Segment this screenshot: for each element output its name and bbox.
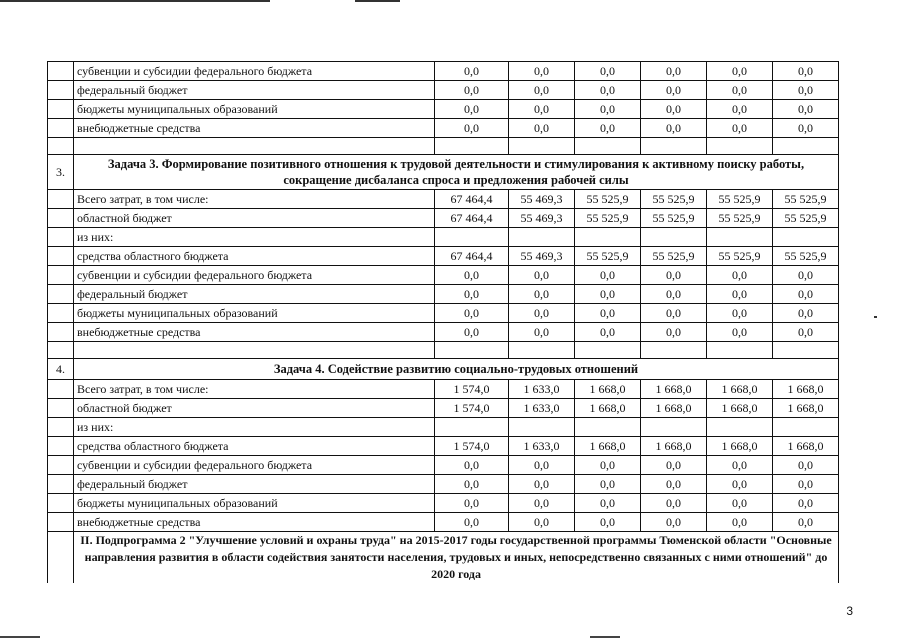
value-cell: 1 633,0 [509,437,575,456]
value-cell: 0,0 [773,119,839,138]
value-cell: 0,0 [641,323,707,342]
value-cell: 1 574,0 [435,399,509,418]
value-cell [435,418,509,437]
index-cell [48,513,74,532]
task-title: Задача 4. Содействие развитию социально-трудовых отношений [74,359,839,380]
value-cell: 0,0 [509,119,575,138]
empty-cell [641,138,707,155]
value-cell: 0,0 [773,456,839,475]
value-cell: 55 525,9 [707,209,773,228]
value-cell: 0,0 [641,119,707,138]
row-label: федеральный бюджет [74,285,435,304]
row-label: субвенции и субсидии федерального бюджета [74,62,435,81]
value-cell: 0,0 [575,304,641,323]
table-row [48,81,839,100]
value-cell: 1 574,0 [435,380,509,399]
scan-speck [874,316,877,318]
row-label: внебюджетные средства [74,119,435,138]
value-cell [509,228,575,247]
index-cell [48,456,74,475]
empty-cell [641,342,707,359]
index-cell [48,209,74,228]
value-cell: 0,0 [575,100,641,119]
value-cell [641,418,707,437]
task-header-row [48,359,839,380]
value-cell: 67 464,4 [435,247,509,266]
task-index: 3. [48,155,74,190]
index-cell [48,62,74,81]
table-row [48,399,839,418]
value-cell [641,228,707,247]
table-row [48,304,839,323]
value-cell: 0,0 [773,285,839,304]
row-label: внебюджетные средства [74,323,435,342]
value-cell: 0,0 [707,323,773,342]
value-cell: 0,0 [641,304,707,323]
value-cell: 0,0 [773,100,839,119]
value-cell: 55 525,9 [773,247,839,266]
row-label: федеральный бюджет [74,81,435,100]
value-cell [707,228,773,247]
value-cell [773,418,839,437]
page-number: 3 [846,604,853,618]
empty-cell [575,138,641,155]
value-cell: 0,0 [575,475,641,494]
value-cell: 0,0 [575,456,641,475]
value-cell: 1 633,0 [509,380,575,399]
row-label: из них: [74,418,435,437]
value-cell: 0,0 [435,62,509,81]
value-cell: 55 525,9 [773,190,839,209]
value-cell: 1 668,0 [641,399,707,418]
table-row [48,119,839,138]
subprogram-row [48,532,839,584]
empty-cell [773,138,839,155]
value-cell: 0,0 [509,100,575,119]
value-cell: 55 525,9 [575,247,641,266]
subprogram-title: II. Подпрограмма 2 "Улучшение условий и охраны труда" на 2015-2017 годы государственной программы Тюменской области "Основные направления развития в области содействия занятости населения, трудовых и иных, непосредственно связанных с ними отношений" до 2020 года [74,532,839,584]
value-cell: 0,0 [641,62,707,81]
value-cell: 0,0 [773,81,839,100]
value-cell: 0,0 [773,513,839,532]
table-row [48,323,839,342]
value-cell: 0,0 [575,513,641,532]
index-cell [48,285,74,304]
row-label: из них: [74,228,435,247]
value-cell: 0,0 [509,513,575,532]
value-cell: 1 668,0 [773,399,839,418]
row-label: областной бюджет [74,399,435,418]
row-label: бюджеты муниципальных образований [74,304,435,323]
index-cell [48,228,74,247]
value-cell: 0,0 [575,119,641,138]
scan-edge-top-left [0,0,270,2]
value-cell: 0,0 [509,323,575,342]
index-cell [48,323,74,342]
index-cell [48,437,74,456]
value-cell: 0,0 [435,100,509,119]
index-cell [48,380,74,399]
value-cell: 0,0 [707,100,773,119]
value-cell: 0,0 [435,266,509,285]
value-cell: 1 668,0 [773,380,839,399]
table-row [48,513,839,532]
value-cell: 0,0 [641,494,707,513]
row-label: внебюджетные средства [74,513,435,532]
value-cell: 0,0 [641,513,707,532]
value-cell: 0,0 [509,285,575,304]
empty-cell [74,342,435,359]
value-cell: 0,0 [575,266,641,285]
value-cell [575,418,641,437]
budget-table [47,61,839,583]
value-cell: 1 668,0 [641,380,707,399]
value-cell: 0,0 [435,513,509,532]
value-cell: 0,0 [435,323,509,342]
value-cell: 55 525,9 [641,247,707,266]
scan-edge-top-mid [355,0,400,2]
value-cell: 0,0 [773,494,839,513]
value-cell: 55 525,9 [773,209,839,228]
value-cell: 0,0 [707,62,773,81]
value-cell: 0,0 [435,475,509,494]
value-cell: 0,0 [641,456,707,475]
value-cell: 0,0 [435,119,509,138]
value-cell: 55 469,3 [509,247,575,266]
value-cell: 55 525,9 [641,190,707,209]
row-label: бюджеты муниципальных образований [74,494,435,513]
value-cell: 55 525,9 [575,190,641,209]
empty-cell [707,138,773,155]
value-cell: 0,0 [509,475,575,494]
value-cell: 0,0 [435,285,509,304]
value-cell: 0,0 [435,304,509,323]
empty-cell [509,138,575,155]
value-cell: 0,0 [641,475,707,494]
value-cell: 0,0 [575,494,641,513]
value-cell: 55 469,3 [509,190,575,209]
value-cell: 1 574,0 [435,437,509,456]
value-cell: 0,0 [435,494,509,513]
row-label: Всего затрат, в том числе: [74,380,435,399]
table-row [48,62,839,81]
value-cell: 0,0 [707,285,773,304]
value-cell [707,418,773,437]
task-header-row [48,155,839,190]
empty-cell [48,342,74,359]
value-cell: 0,0 [509,304,575,323]
value-cell: 0,0 [707,266,773,285]
value-cell [575,228,641,247]
row-label: областной бюджет [74,209,435,228]
table-body [48,62,839,584]
value-cell: 0,0 [773,475,839,494]
table-row [48,380,839,399]
value-cell: 0,0 [575,81,641,100]
value-cell: 0,0 [509,266,575,285]
table-row [48,209,839,228]
empty-cell [707,342,773,359]
scan-edge-bottom-left [0,636,40,638]
scan-edge-bottom-mid [590,636,620,638]
value-cell: 0,0 [773,323,839,342]
row-label: Всего затрат, в том числе: [74,190,435,209]
value-cell [435,228,509,247]
value-cell [773,228,839,247]
value-cell: 1 668,0 [575,437,641,456]
value-cell: 0,0 [509,62,575,81]
task-title: Задача 3. Формирование позитивного отношения к трудовой деятельности и стимулирования к активному поиску работы, сокращение дисбаланса спроса и предложения рабочей силы [74,155,839,190]
value-cell: 0,0 [641,100,707,119]
index-cell [48,532,74,584]
empty-cell [435,342,509,359]
index-cell [48,418,74,437]
value-cell: 55 469,3 [509,209,575,228]
value-cell: 1 668,0 [575,399,641,418]
table-row [48,266,839,285]
blank-row [48,138,839,155]
value-cell: 0,0 [707,456,773,475]
row-label: бюджеты муниципальных образований [74,100,435,119]
value-cell: 0,0 [707,513,773,532]
index-cell [48,247,74,266]
value-cell: 0,0 [435,456,509,475]
value-cell: 0,0 [773,266,839,285]
value-cell: 55 525,9 [575,209,641,228]
value-cell: 55 525,9 [707,247,773,266]
table-row [48,494,839,513]
index-cell [48,100,74,119]
value-cell: 0,0 [707,119,773,138]
empty-cell [48,138,74,155]
value-cell: 1 668,0 [641,437,707,456]
row-label: субвенции и субсидии федерального бюджета [74,266,435,285]
empty-cell [773,342,839,359]
table-row [48,475,839,494]
index-cell [48,266,74,285]
table-row [48,228,839,247]
task-index: 4. [48,359,74,380]
value-cell: 0,0 [707,475,773,494]
value-cell: 55 525,9 [641,209,707,228]
table-row [48,456,839,475]
table-row [48,247,839,266]
index-cell [48,81,74,100]
value-cell: 1 633,0 [509,399,575,418]
value-cell: 0,0 [509,494,575,513]
empty-cell [575,342,641,359]
value-cell: 0,0 [509,81,575,100]
table-row [48,437,839,456]
index-cell [48,399,74,418]
index-cell [48,119,74,138]
value-cell: 1 668,0 [773,437,839,456]
value-cell: 67 464,4 [435,190,509,209]
value-cell [509,418,575,437]
empty-cell [74,138,435,155]
value-cell: 0,0 [575,323,641,342]
table-row [48,285,839,304]
value-cell: 0,0 [509,456,575,475]
value-cell: 0,0 [641,81,707,100]
empty-cell [435,138,509,155]
table-row [48,190,839,209]
row-label: субвенции и субсидии федерального бюджета [74,456,435,475]
value-cell: 1 668,0 [707,437,773,456]
value-cell: 67 464,4 [435,209,509,228]
blank-row [48,342,839,359]
row-label: средства областного бюджета [74,247,435,266]
index-cell [48,190,74,209]
index-cell [48,494,74,513]
value-cell: 0,0 [707,81,773,100]
value-cell: 0,0 [435,81,509,100]
value-cell: 0,0 [707,494,773,513]
index-cell [48,475,74,494]
value-cell: 55 525,9 [707,190,773,209]
table-row [48,100,839,119]
value-cell: 0,0 [773,62,839,81]
empty-cell [509,342,575,359]
value-cell: 0,0 [575,62,641,81]
value-cell: 0,0 [773,304,839,323]
value-cell: 0,0 [575,285,641,304]
value-cell: 1 668,0 [707,380,773,399]
table-row [48,418,839,437]
value-cell: 1 668,0 [575,380,641,399]
index-cell [48,304,74,323]
row-label: средства областного бюджета [74,437,435,456]
row-label: федеральный бюджет [74,475,435,494]
value-cell: 0,0 [641,266,707,285]
value-cell: 1 668,0 [707,399,773,418]
value-cell: 0,0 [707,304,773,323]
value-cell: 0,0 [641,285,707,304]
